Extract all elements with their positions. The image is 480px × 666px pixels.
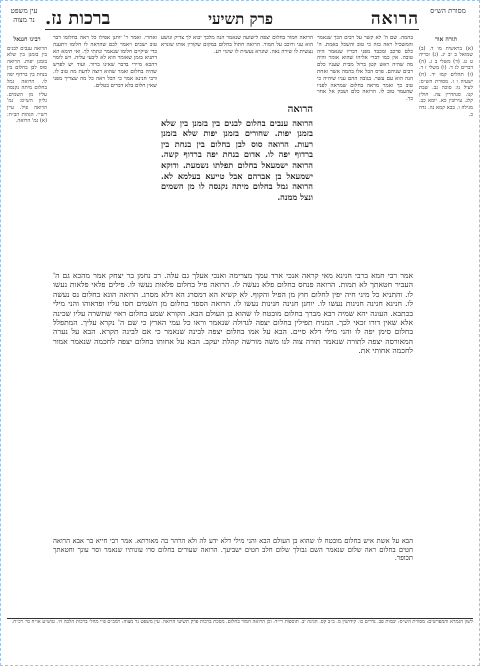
mishna-heading: הרואה: [287, 105, 313, 115]
gemara-bottom-text: הבא על אשת איש בחלום מובטח לו שהוא בן העולם הבא והני מילי דלא ידע לה ולא הרהר בה מאורתא. אמר רבי חייא בר אבא הרואה חטים בחלום ראה שלום שנאמר השם גבולך שלום חלב חטים ישביעך. הרואה שעורים בחלום סרו עונותיו שנאמר וסר עונך וחטאתך תכופר.: [53, 537, 413, 563]
rashi-commentary: בהמה. שם ה' לא קשר על רבים הכך שנאמר והמשכיל ראה בזה כי טוב והשכל באמת. ה' כלם פרכב ומכבד מפני דבריו שנאמר היה טובה. אין כמו דברי אליהו שהוא אומר והיה מה שהיה ראש קטן ברזל מבית שעניו כלם רבים שניהם. פרס הכל אלו בהמה אשר ואחת הנה הוא עם עשר. בגובה ההם עניו שיהיה כי טוב כך ואמר מראה בחלום שמראה לפניו שהעמד טוב לו. הרואה כלם ושבק אל אחר כך.: [317, 35, 413, 103]
gemara-top-text: הרואה חמור בחלום יצפה לישועה שנאמר הנה מלכך יבוא לך צדיק ונושע הוא עני ורוכב על חמור. הרואה חתול בחלום במקום שקורין אותו שונרא נעשית לו שירה נאה. שונרא נעשית לו שינוי רע.: [161, 35, 313, 55]
section-title: פרק תשיעי: [208, 10, 274, 28]
mishna-text: הרואה ענבים בחלום לבנים בין בזמנן בין שלא בזמנן יפות. שחורים בזמנן יפות שלא בזמנן רעות. הרואה סוס לבן בחלום בין בנחת בין ברדוף יפה לו. אדום בנחת יפה ברדוף קשה. הרואה ישמעאל בחלום תפלתו נשמעת. ודוקא ישמעאל בן אברהם אבל טייעא בעלמא לא. הרואה גמל בחלום מיתה נקנסה לו מן השמים ונצל ממנה.: [161, 117, 313, 202]
side-column-left-text: הרואה ענבים לבנים בין בזמנן בין שלא בזמנן יפות. הרואה סוס לבן בחלום בין בנחת בין ברדוף יפה לו. הרואה גמל בחלום מיתה נקנסה עליו מן השמים. גליון הש״ס: גמ' הרואה פיל. עיין רש״י. הגהות הב״ח: (א) גמ' הרואה.: [7, 45, 47, 125]
side-column-left-heading: רבינו חננאל: [13, 36, 41, 43]
mishna-block: [161, 105, 313, 265]
corner-note-left: עין משפט נר מצוה: [10, 7, 38, 24]
page-header: [45, 7, 419, 30]
side-column-right: [419, 35, 473, 615]
side-column-right-heading: תורה אור: [434, 36, 458, 43]
side-column-left: [7, 35, 47, 615]
corner-note-right: מסורת הש״ס: [430, 7, 466, 15]
side-column-right-text: (א) בראשית מו ד. (ב) שמואל ב יב יג. (ג) זכריה ט ט. (ד) משלי ב ג. (ה) דברים לג ד. (ו) משלי ז ד. (ז) תהלים קמז יד. (ח) ישעיה ו ז. מסורת הש״ס: לעיל נו: סוכה נב. שבת קנו. סנהדרין צה. חולין קלג. עירובין כא. יומא כב. מגילה ו. בבא קמא נה. נדה כ.: [419, 45, 473, 118]
tractate-folio: ברכות נז.: [45, 8, 111, 29]
gemara-main-text: אמר רבי חמא ברבי חנינא מאי קראה אנכי ארד עמך מצרימה ואנכי אעלך גם עלה. רב נחמן בר יצחק אמר מהכא גם ה' העביר חטאתך לא תמות. הרואה פנחס בחלום פלא נעשה לו. הרואה פיל בחלום פלאות נעשו לו. פילים פלאי פלאות נעשו לו. והתניא כל מיני חיה יפין לחלום חוץ מן הפיל והקוף. לא קשיא הא דמסרג הא דלא מסרג. הרואה הונא בחלום נס נעשה לו. חנינא חנינה חנינות נעשו לו. יוחנן חנינה חנינות נעשו לו. הרואה הספד בחלום מן השמים חסו עליו ופדאוהו והני מילי בכתבא. העונה יהא שמיה רבא מברך בחלום מובטח לו שהוא בן העולם הבא. הקורא שמע בחלום ראוי שתשרה עליו שכינה אלא שאין דורו זכאי לכך. המניח תפילין בחלום יצפה לגדולה שנאמר וראו כל עמי הארץ כי שם ה' נקרא עליך. המתפלל בחלום סימן יפה לו והני מילי דלא סיים. הבא על אמו בחלום יצפה לבינה שנאמר כי אם לבינה תקרא. הבא על נערה המאורסה יצפה לתורה שנאמר תורה צוה לנו משה מורשה קהלת יעקב. הבא על אחותו בחלום יצפה לחכמה שנאמר אמור לחכמה אחותי את.: [53, 271, 413, 356]
chapter-title: הרואה: [370, 9, 419, 29]
tosafot-commentary: ואחרי. ואמר ר' יוחנן אפילו כל ראה בחלומו דבר טוב ישכים ויאמר לכם שהראה לו חלומו ויתענה כדי שיקיים חלומו שנאמר ונתתי לך. ואי תימא הא דתניא בזמן שאומר הוא לא ליבעי עליה. ויש לומר דהכא מיירי בדבר שאינו ברור. ועוד יש לפרש שהיה בחלום ואמר שהוא רוצה לדעת מה טוב לו. ורבי חנינא אמר כי הכל ראה כל מה שצריך מפני שאין חלום בלא דברים בטלים.: [53, 35, 157, 89]
page-footer-notes: לשון הגמרא והמפרשים: מסורת הש״ס: יבמות פב. נדרים כו. קידושין מ. ב״ב קס. חגיגה יב. תוספות רי״ד: וכן הרואה חמור בחלום. מסכת ברכות פרק תשיעי הרואה. עין משפט נר מצוה: רמב״ם פ״י מהל׳ ברכות הלכה ח׳. טוש״ע או״ח סי׳ רכ״ח.: [7, 618, 473, 657]
